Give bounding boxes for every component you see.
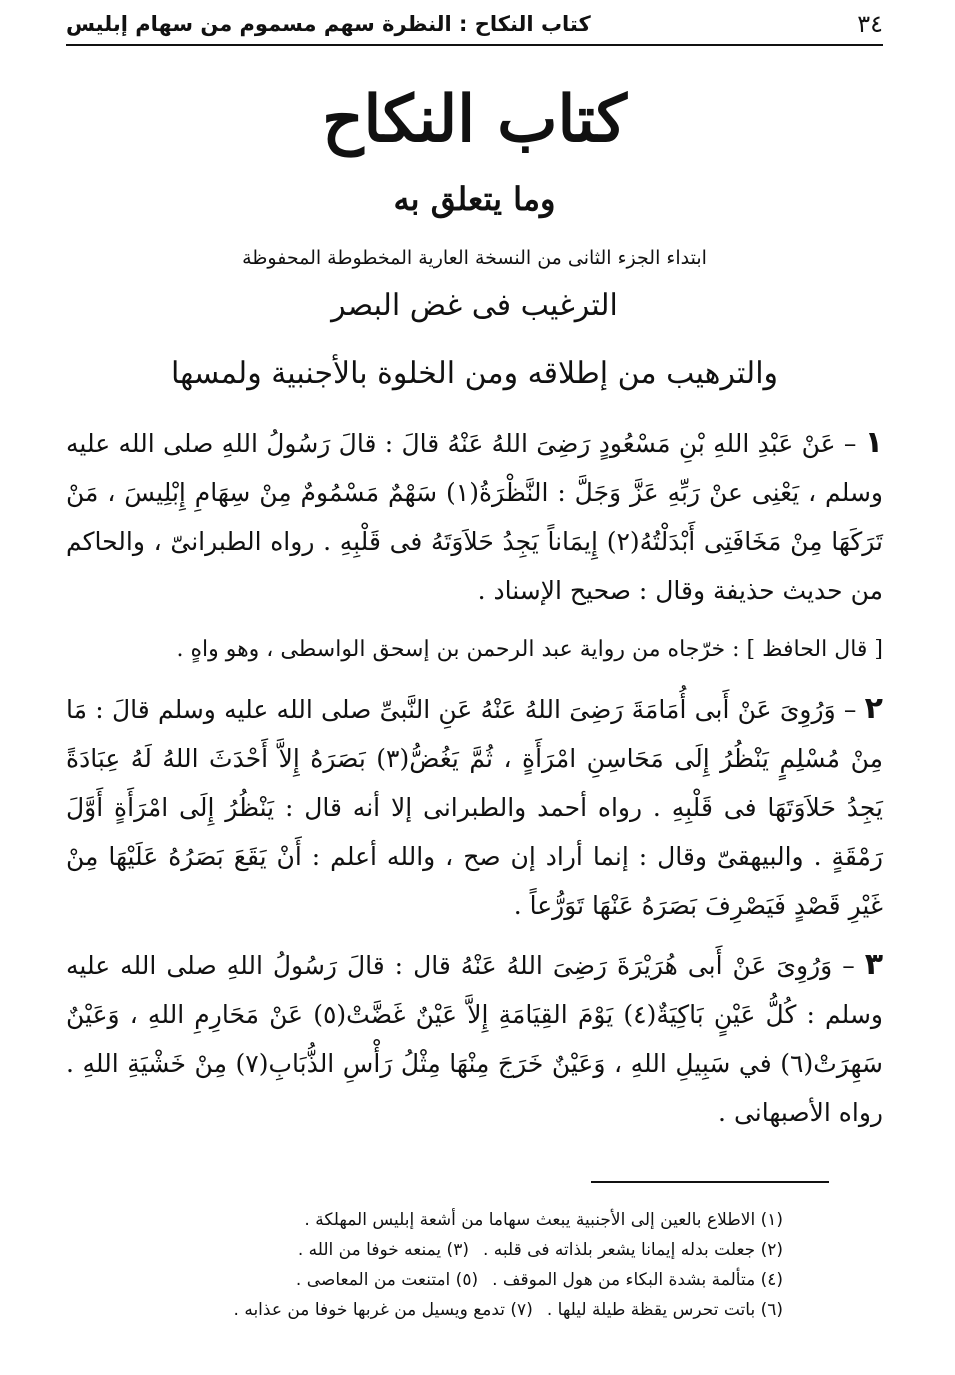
footnote-line — [100, 1265, 783, 1295]
footnote: (٣) يمنعه خوفا من الله . — [297, 1240, 469, 1260]
footnote-line — [100, 1235, 783, 1265]
chapter-subtitle: وما يتعلق به — [393, 180, 556, 218]
footnote: (٢) جعلت بدله إيمانا يشعر بلذاته فى قلبه . — [482, 1240, 783, 1260]
hadith-1 — [66, 418, 883, 615]
footnote-line — [100, 1205, 783, 1235]
running-header — [66, 4, 883, 46]
footnote-line — [100, 1295, 783, 1325]
hadith-number: ٢ — [864, 691, 883, 726]
hafiz-note: [ قال الحافظ ] : خرّجاه من رواية عبد الرحمن بن إسحق الواسطى ، وهو واهٍ . — [176, 637, 883, 662]
footnotes — [100, 1205, 783, 1325]
page-number: ٣٤ — [857, 10, 883, 38]
section-heading-encouragement: الترغيب فى غض البصر — [331, 288, 618, 323]
hadith-text: – وَرُوِىَ عَنْ أَبى أُمَامَةَ رَضِىَ اللهُ عَنْهُ عَنِ النَّبىِّ صلى الله عليه وسلم قالَ : مَا مِنْ مُسْلِمٍ يَنْظُرُ إِلَى مَحَاسِنِ امْرَأَةٍ ، ثُمَّ يَغُضُّ(٣) بَصَرَهُ إِلاَّ أَحْدَثَ اللهُ لَهُ عِبَادَةً يَجِدُ حَلاَوَتَهَا فى قَلْبِهِ . رواه أحمد والطبرانى إلا أنه قال : يَنْظُرُ إِلَى امْرَأَةٍ أَوَّلَ رَمْقَةٍ . والبيهقىّ وقال : إنما أراد إن صح ، والله أعلم : أَنْ يَقَعَ بَصَرُهُ عَلَيْهَا مِنْ غَيْرِ قَصْدٍ فَيَصْرِفَ بَصَرَهُ عَنْهَا تَوَرُّعاً . — [66, 695, 883, 920]
footnote: (١) الاطلاع بالعين إلى الأجنبية يبعث سهاما من أشعة إبليس المهلكة . — [304, 1210, 783, 1230]
footnote-separator — [591, 1181, 829, 1183]
footnote: (٤) متألمة بشدة البكاء من هول الموقف . — [492, 1270, 783, 1290]
footnote: (٥) امتنعت من المعاصى . — [295, 1270, 479, 1290]
hadith-body — [66, 418, 883, 1147]
hadith-number: ٣ — [864, 947, 883, 982]
manuscript-note: ابتداء الجزء الثانى من النسخة العارية المخطوطة المحفوظة — [242, 247, 707, 269]
hadith-3 — [66, 940, 883, 1137]
running-title: كتاب النكاح : النظرة سهم مسموم من سهام إبليس — [66, 12, 591, 36]
chapter-title: كتاب النكاح — [322, 82, 627, 157]
hadith-number: ١ — [864, 425, 883, 460]
section-heading-warning: والترهيب من إطلاقه ومن الخلوة بالأجنبية ولمسها — [170, 356, 779, 391]
hadith-2 — [66, 684, 883, 930]
footnote: (٧) تدمع ويسيل من غربها خوفا من عذابه . — [233, 1300, 533, 1320]
hadith-text: – وَرُوِىَ عَنْ أَبى هُرَيْرَةَ رَضِىَ اللهُ عَنْهُ قال : قالَ رَسُولُ اللهِ صلى الله عليه وسلم : كُلُّ عَيْنٍ بَاكِيَةٌ(٤) يَوْمَ القِيَامَةِ إِلاَّ عَيْنٌ غَضَّتْ(٥) عَنْ مَحَارِمِ اللهِ ، وَعَيْنٌ سَهِرَتْ(٦) في سَبِيلِ اللهِ ، وَعَيْنٌ خَرَجَ مِنْهَا مِثْلُ رَأْسِ الذُّبَابِ(٧) مِنْ خَشْيَةِ اللهِ . رواه الأصبهانى . — [66, 951, 883, 1127]
footnote: (٦) باتت تحرس يقظة طيلة ليلها . — [546, 1300, 783, 1320]
hadith-text: – عَنْ عَبْدِ اللهِ بْنِ مَسْعُودٍ رَضِىَ اللهُ عَنْهُ قالَ : قالَ رَسُولُ اللهِ صلى الله عليه وسلم ، يَعْنِى عنْ رَبِّهِ عَزَّ وَجَلَّ : النَّظْرَةُ(١) سَهْمٌ مَسْمُومٌ مِنْ سِهَامِ إِبْلِيسَ ، مَنْ تَرَكَهَا مِنْ مَخَافَتِى أَبْدَلْتُهُ(٢) إِيمَاناً يَجِدُ حَلاَوَتَهُ فى قَلْبِهِ . رواه الطبرانىّ ، والحاكم من حديث حذيفة وقال : صحيح الإسناد . — [66, 429, 883, 605]
